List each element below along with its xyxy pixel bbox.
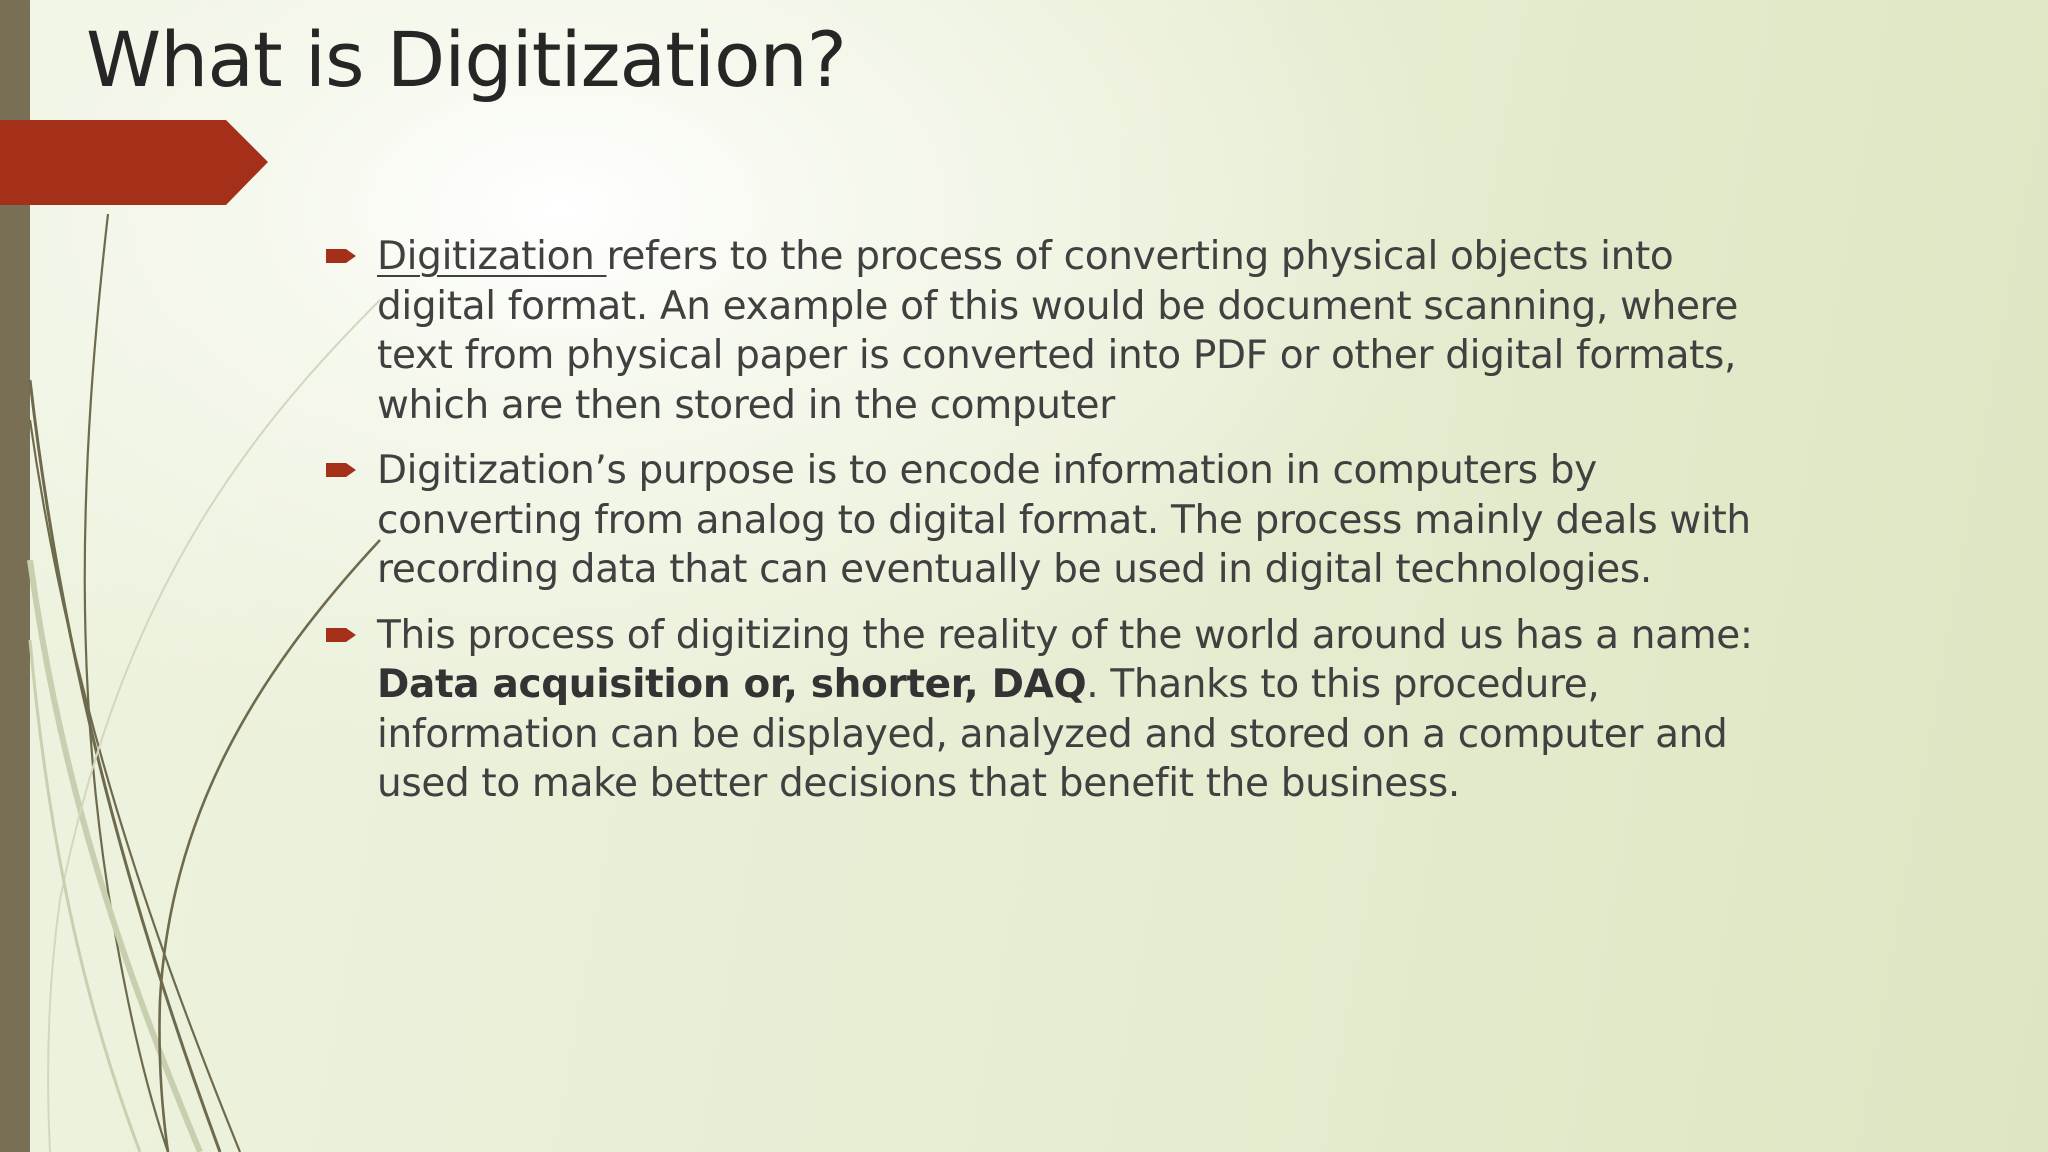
bullet-1-text: refers to the process of converting physical objects into digital format. An example of this would be document scanning, where text from physical paper is converted into PDF or other digital formats, which are then stored in the computer bbox=[377, 234, 1739, 428]
digitization-term: Digitization bbox=[377, 234, 607, 279]
bullet-item-1 bbox=[322, 232, 1802, 430]
bullet-2-text: Digitization’s purpose is to encode information in computers by converting from analog to digital format. The process mainly deals with recording data that can eventually be used in digital technologies. bbox=[377, 448, 1751, 592]
bullet-3-text-after: . Thanks to this procedure, information can be displayed, analyzed and stored on a computer and used to make better decisions that benefit the business. bbox=[377, 662, 1728, 806]
bullet-item-2 bbox=[322, 446, 1802, 595]
bullet-3-text-before: This process of digitizing the reality of the world around us has a name: bbox=[377, 612, 1753, 658]
arrow-bullet-icon bbox=[326, 460, 358, 480]
bullet-list bbox=[322, 232, 1802, 825]
slide-title: What is Digitization? bbox=[86, 15, 847, 104]
daq-term: Data acquisition or, shorter, DAQ bbox=[377, 662, 1087, 707]
arrow-bullet-icon bbox=[326, 246, 358, 266]
title-accent-tab bbox=[0, 120, 268, 205]
arrow-bullet-icon bbox=[326, 625, 358, 645]
bullet-item-3 bbox=[322, 611, 1802, 809]
